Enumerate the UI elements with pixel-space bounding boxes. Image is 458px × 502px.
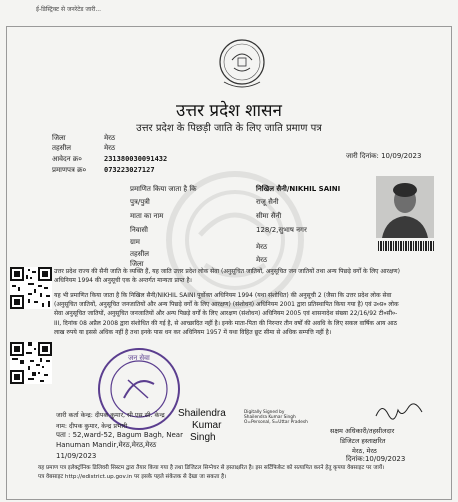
issuing-centre: जारी कर्ता केन्द्र: दीपक कुमार, सी.एस.सी. केन्द्र [56, 412, 165, 419]
person-tehsil-value: मेरठ [256, 243, 268, 251]
certify-label: प्रमाणित किया जाता है कि [130, 185, 197, 193]
application-number: 231380030091432 [104, 155, 168, 163]
government-title: उत्तर प्रदेश शासन [176, 101, 282, 121]
applicant-photo [376, 176, 434, 238]
father-name: राजू सैनी [256, 198, 279, 206]
certificate-number: 073223027127 [104, 166, 155, 174]
mother-label: माता का नाम [130, 212, 164, 220]
signer-name-line-2: Kumar [192, 420, 222, 431]
tehsil-value: मेरठ [104, 144, 116, 152]
paragraph-caste: उत्तर प्रदेश राज्य की सैनी जाति के व्यक्ति हैं, यह जाति उत्तर प्रदेश लोक सेवा (अनुसूचित जातियों, अनुसूचित जन जातियों तथा अन्य पिछड़े वर्गों के लिए आरक्षण) अधिनियम 1994 की अनुसूची एक के अन्तर्गत मान्यता प्राप्त है। [54, 268, 400, 285]
paragraph-certification: यह भी प्रमाणित किया जाता है कि निखिल सैनी/NIKHIL SAINI पूर्वोक्त अधिनियम 1994 (यथा संशोधित) की अनुसूची 2 (जैसा कि उत्तर प्रदेश लोक सेवा (अनुसूचित जातियों, अनुसूचित जनजातियों और अन्य पिछड़े वर्गों के लिए आरक्षण) (संशोधन) अधिनियम 2001 द्वारा प्रतिस्थापित किया गया है) एवं उ०प्र० लोक सेवा अनुसूचित जातियों, अनुसूचित जनजातियों और अन्य पिछड़े वर्गों के लिए आरक्षण (संशोधन) अधिनियम 2005 एवं शासनादेश संख्या 22/16/92 टी०सी०-III, दिनांक 08 अप्रैल 2008 द्वारा संशोधित की गई है, से आच्छादित नहीं है। इनके माता-पिता की निरन्तर तीन वर्षों की अवधि के लिए सकल वार्षिक आय आठ लाख रुपये या इससे अधिक नहीं है तथा इनके पास धन कर अधिनियम 1957 में यथा विहित छूट सीमा से अधिक सम्पत्ति नहीं है। [54, 292, 399, 336]
resident-label: निवासी [130, 226, 148, 234]
verification-note-line-1: यह प्रमाण पत्र इलेक्ट्रॉनिक डिलिवरी सिस्टम द्वारा तैयार किया गया है तथा डिजिटल सिग्नेचर से हस्ताक्षरित है। इस सर्टिफिकेट को सत्यापित करने हेतु कृपया वेबसाइट पर जायें। [38, 465, 385, 471]
authority-date: दिनांक:10/09/2023 [346, 455, 406, 463]
barcode [378, 241, 434, 251]
centre-address-2: Hanuman Mandir,मेरठ,मेरठ,मेरठ [56, 441, 157, 449]
office-seal-stamp [96, 346, 182, 432]
issue-date: जारी दिनांक: 10/09/2023 [346, 152, 422, 160]
verification-note [38, 464, 422, 482]
person-district-value: मेरठ [256, 256, 268, 264]
centre-in-charge: नाम: दीपक कुमार, केन्द्र प्रभारी [56, 423, 128, 430]
centre-address-1: पता : 52,ward-52, Bagum Bagh, Near [56, 431, 183, 439]
authority-signed: डिजिटल हस्ताक्षरित [340, 437, 386, 445]
village-label: ग्राम [130, 238, 140, 246]
district-value: मेरठ [104, 134, 116, 142]
authority-place: मेरठ, मेरठ [352, 447, 377, 455]
top-note: ई-डिस्ट्रिक्ट से जनरेटेड जारी... [36, 6, 102, 13]
up-government-emblem [218, 38, 266, 90]
certificate-title: उत्तर प्रदेश के पिछड़ी जाति के लिए जाति प्रमाण पत्र [136, 123, 322, 134]
centre-date: 11/09/2023 [56, 452, 97, 460]
person-tehsil-label: तहसील [130, 250, 149, 258]
district-label: जिला [52, 134, 66, 142]
application-label: आवेदन क्र० [52, 155, 82, 163]
certificate-number-label: प्रमाणपत्र क्र० [52, 166, 87, 174]
signer-name-line-3: Singh [190, 432, 216, 443]
person-name: निखिल सैनी/NIKHIL SAINI [256, 185, 341, 193]
qr-code-top [10, 267, 52, 309]
verification-note-line-2: पत्र वेबसाइट http://edistrict.up.gov.in पर इसके पहले संकेतक से देखा जा सकता है। [38, 474, 227, 480]
digital-signature-details: Digitally Signed by Shailendra Kumar Singh O=Personal, S=Uttar Pradesh [244, 410, 308, 425]
officer-signature [372, 400, 432, 422]
tehsil-label: तहसील [52, 144, 71, 152]
qr-code-bottom [10, 342, 52, 384]
svg-text:जन सेवा: जन सेवा [128, 354, 150, 362]
person-district-label: जिला [130, 260, 144, 268]
signer-name-line-1: Shailendra [178, 408, 226, 419]
father-label: पुत्र/पुत्री [130, 198, 150, 206]
mother-name: सीमा सैनी [256, 212, 282, 220]
digital-signer-name [178, 408, 226, 444]
resident-address: 128/2,सुभाष नगर [256, 226, 307, 234]
authority-title: सक्षम अधिकारी/तहसीलदार [330, 427, 395, 435]
